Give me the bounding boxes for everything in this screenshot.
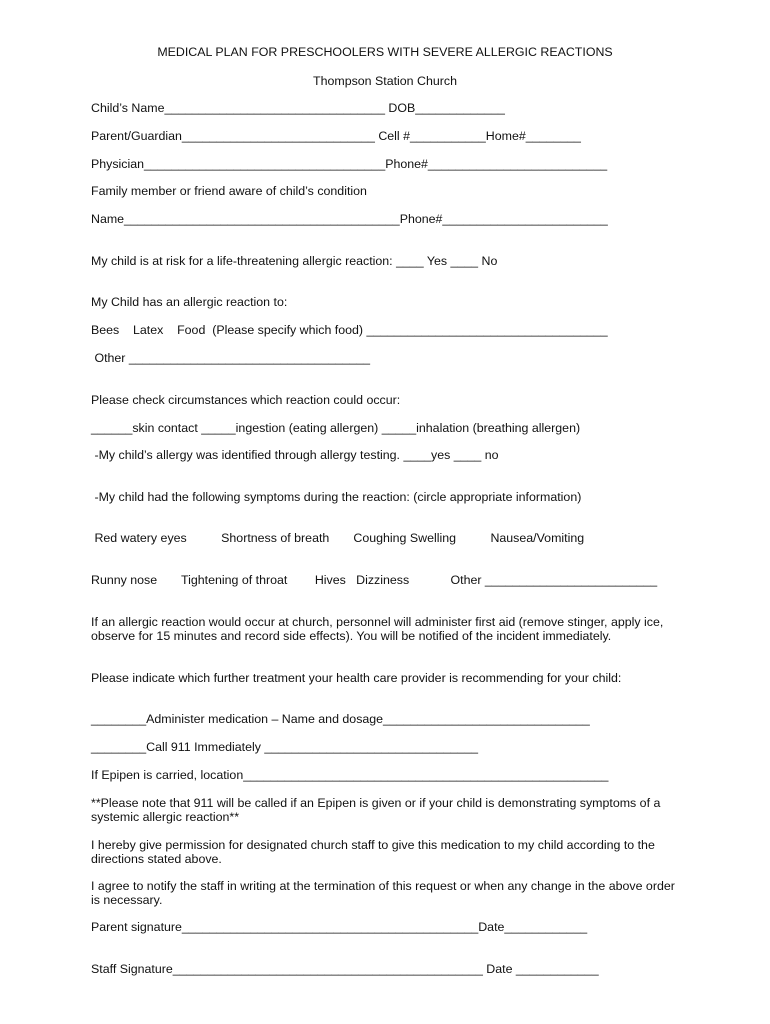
church-name: Thompson Station Church (313, 74, 457, 88)
allergy-testing-line: -My child’s allergy was identified through allergy testing. ____yes ____ no (91, 448, 499, 462)
epipen-location-line: If Epipen is carried, location_____________________________________________________ (91, 768, 609, 782)
first-aid-paragraph: If an allergic reaction would occur at church, personnel will administer first aid (remove stinger, apply ice, observe for 15 minutes and record side effects). You will be notified of the incident immediately. (91, 615, 664, 643)
family-member-label: Family member or friend aware of child’s condition (91, 184, 367, 198)
child-name-line: Child’s Name________________________________ DOB_____________ (91, 101, 505, 115)
parent-signature-line: Parent signature___________________________________________Date____________ (91, 920, 588, 934)
circumstances-line: ______skin contact _____ingestion (eating allergen) _____inhalation (breathing allergen) (91, 421, 581, 435)
treatment-label: Please indicate which further treatment your health care provider is recommending for your child: (91, 671, 622, 685)
agreement-paragraph: I agree to notify the staff in writing at the termination of this request or when any change in the above order is necessary. (91, 879, 675, 907)
circumstances-label: Please check circumstances which reaction could occur: (91, 393, 401, 407)
parent-guardian-line: Parent/Guardian____________________________ Cell #___________Home#________ (91, 129, 581, 143)
call-911-line: ________Call 911 Immediately _______________________________ (91, 740, 478, 754)
staff-signature-line: Staff Signature_____________________________________________ Date ____________ (91, 962, 599, 976)
symptoms-row-1: Red watery eyes Shortness of breath Coughing Swelling Nausea/Vomiting (91, 531, 585, 545)
contact-name-line: Name________________________________________Phone#________________________ (91, 212, 608, 226)
symptoms-label: -My child had the following symptoms during the reaction: (circle appropriate information) (91, 490, 582, 504)
form-title: MEDICAL PLAN FOR PRESCHOOLERS WITH SEVERE ALLERGIC REACTIONS (157, 45, 613, 59)
risk-line: My child is at risk for a life-threatening allergic reaction: ____ Yes ____ No (91, 254, 498, 268)
epipen-note-paragraph: **Please note that 911 will be called if an Epipen is given or if your child is demonstrating symptoms of a systemic allergic reaction** (91, 796, 661, 824)
allergic-to-label: My Child has an allergic reaction to: (91, 295, 288, 309)
allergen-options-line: Bees Latex Food (Please specify which food) ___________________________________ (91, 323, 608, 337)
symptoms-row-2: Runny nose Tightening of throat Hives Dizziness Other _________________________ (91, 573, 658, 587)
physician-line: Physician___________________________________Phone#__________________________ (91, 157, 608, 171)
other-allergen-line: Other ___________________________________ (91, 351, 371, 365)
permission-paragraph: I hereby give permission for designated church staff to give this medication to my child according to the directions stated above. (91, 838, 655, 866)
administer-medication-line: ________Administer medication – Name and dosage______________________________ (91, 712, 590, 726)
